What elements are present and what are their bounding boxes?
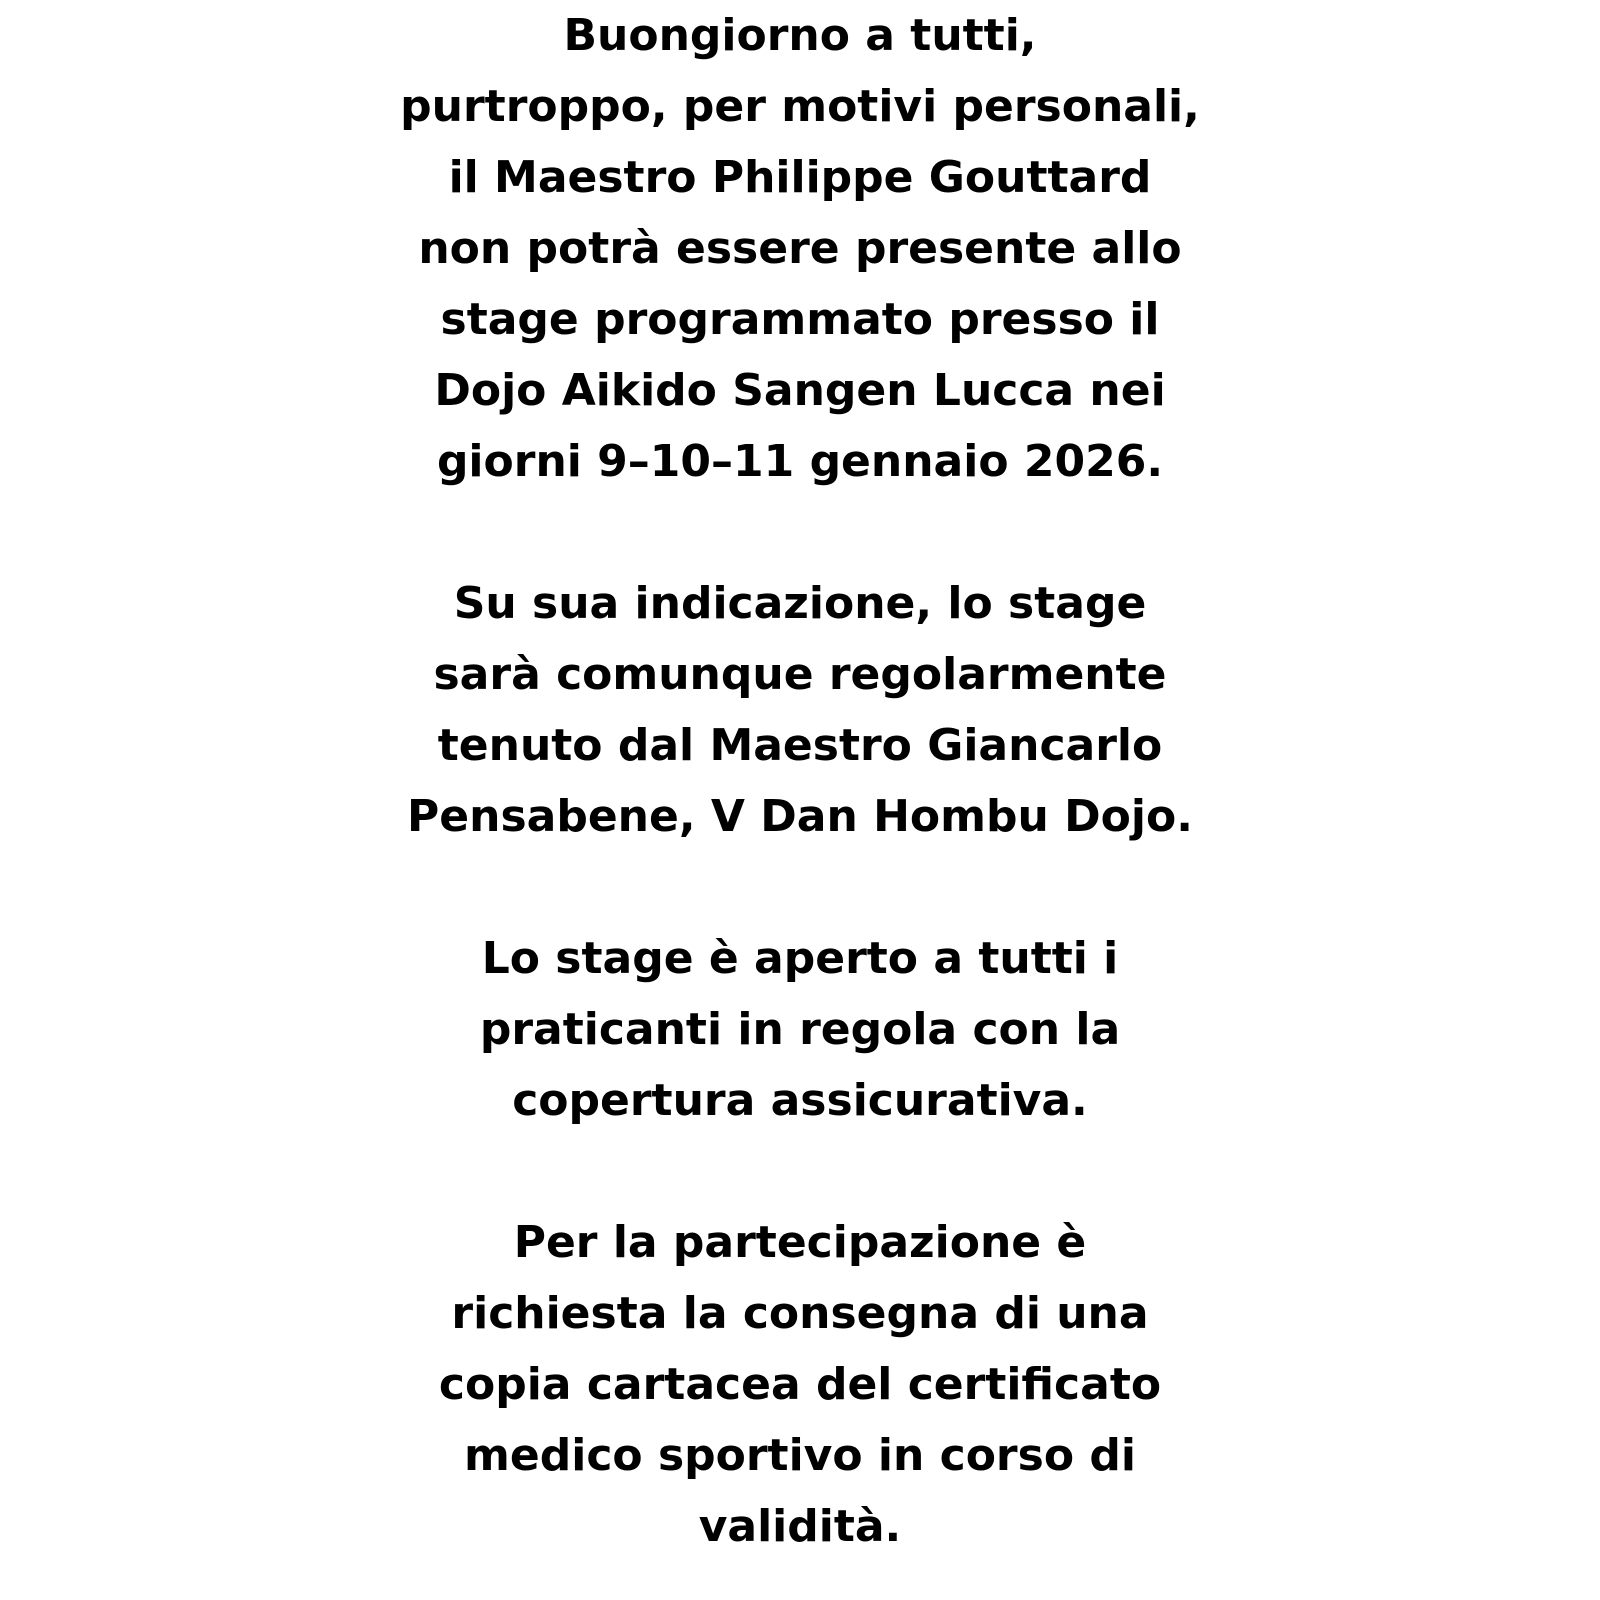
paragraph-cancellation [0, 0, 1600, 497]
paragraph-medical-certificate [0, 1207, 1600, 1562]
text-line: tenuto dal Maestro Giancarlo [437, 720, 1163, 771]
paragraph-spacer [0, 1136, 1600, 1207]
text-line: Per la partecipazione è [513, 1217, 1087, 1268]
text-line: validità. [698, 1501, 902, 1552]
text-line: non potrà essere presente allo [418, 223, 1182, 274]
text-line: purtroppo, per motivi personali, [400, 81, 1200, 132]
text-line: sarà comunque regolarmente [433, 649, 1167, 700]
paragraph-replacement-teacher [0, 568, 1600, 852]
text-line: il Maestro Philippe Gouttard [448, 152, 1152, 203]
text-line: stage programmato presso il [440, 294, 1160, 345]
text-line: Lo stage è aperto a tutti i [481, 933, 1119, 984]
paragraph-spacer [0, 497, 1600, 568]
text-line: Pensabene, V Dan Hombu Dojo. [407, 791, 1193, 842]
text-line: Buongiorno a tutti, [563, 10, 1037, 61]
text-line: Dojo Aikido Sangen Lucca nei [434, 365, 1166, 416]
text-line: copia cartacea del certificato [438, 1359, 1162, 1410]
text-line: copertura assicurativa. [512, 1075, 1088, 1126]
text-line: Su sua indicazione, lo stage [453, 578, 1147, 629]
text-line: giorni 9–10–11 gennaio 2026. [436, 436, 1164, 487]
paragraph-spacer [0, 852, 1600, 923]
paragraph-eligibility [0, 923, 1600, 1136]
text-line: praticanti in regola con la [479, 1004, 1121, 1055]
text-line: richiesta la consegna di una [451, 1288, 1149, 1339]
text-line: medico sportivo in corso di [464, 1430, 1136, 1481]
